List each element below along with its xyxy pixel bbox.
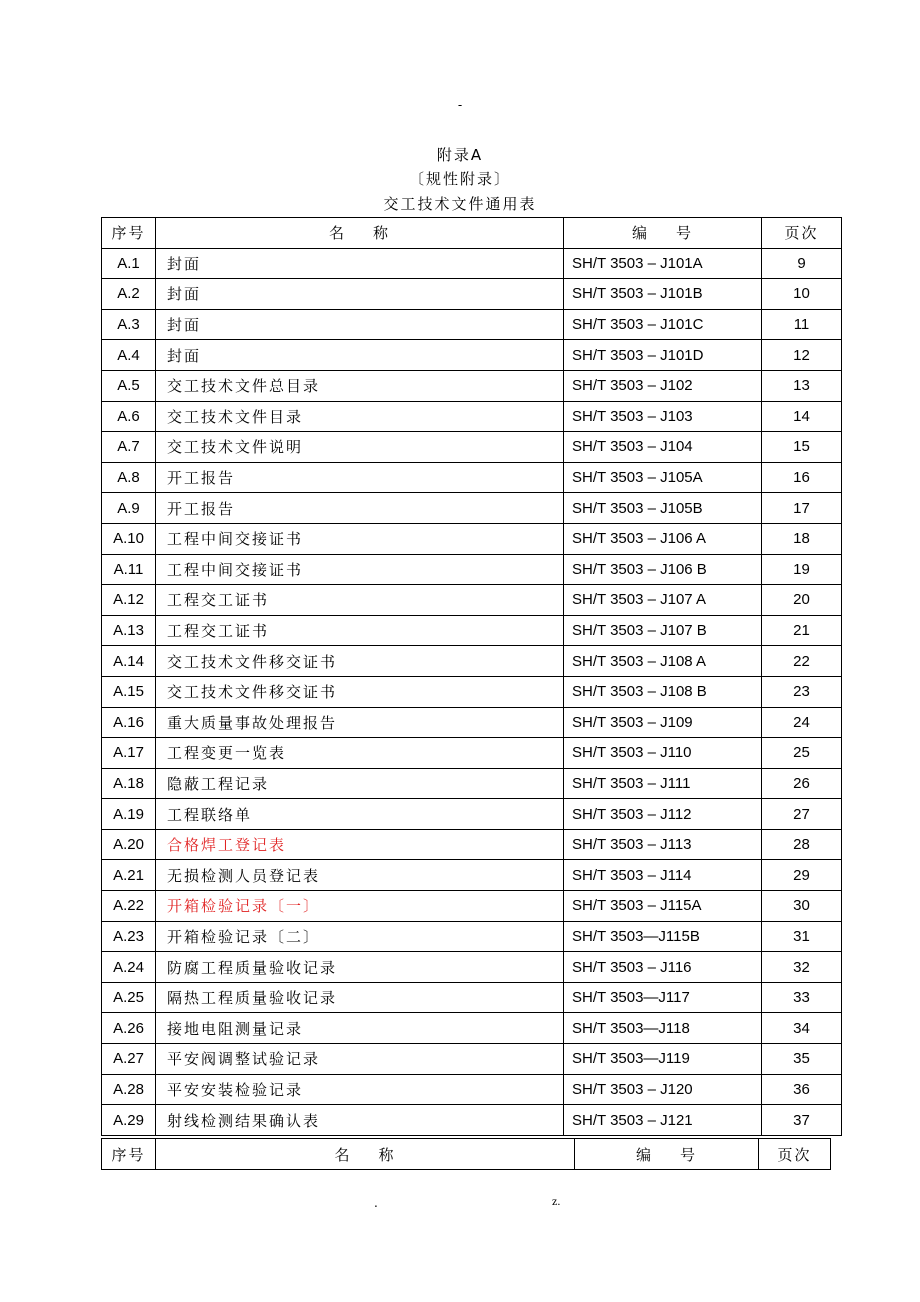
- row-code: SH/T 3503 – J109: [564, 707, 762, 738]
- title-block: [0, 143, 920, 217]
- row-page: 23: [762, 676, 842, 707]
- row-page: 19: [762, 554, 842, 585]
- row-no: A.13: [102, 615, 156, 646]
- table-row: [102, 799, 842, 830]
- row-page: 17: [762, 493, 842, 524]
- repeat-header-code: 编 号: [575, 1139, 759, 1170]
- row-no: A.6: [102, 401, 156, 432]
- row-name: 开箱检验记录〔二〕: [156, 921, 564, 952]
- row-code: SH/T 3503 – J101A: [564, 248, 762, 279]
- row-code: SH/T 3503 – J115A: [564, 891, 762, 922]
- row-code: SH/T 3503 – J106 A: [564, 523, 762, 554]
- row-name: 工程中间交接证书: [156, 554, 564, 585]
- row-page: 13: [762, 370, 842, 401]
- row-no: A.18: [102, 768, 156, 799]
- row-page: 16: [762, 462, 842, 493]
- row-no: A.25: [102, 982, 156, 1013]
- row-name: 隔热工程质量验收记录: [156, 982, 564, 1013]
- appendix-subtitle: 〔规性附录〕: [408, 170, 511, 188]
- footer-left-mark: .: [374, 1196, 378, 1210]
- row-no: A.7: [102, 432, 156, 463]
- row-no: A.9: [102, 493, 156, 524]
- table-row: [102, 401, 842, 432]
- table-row: [102, 1074, 842, 1105]
- repeat-header-no: 序号: [102, 1139, 156, 1170]
- row-name: 交工技术文件移交证书: [156, 676, 564, 707]
- row-no: A.1: [102, 248, 156, 279]
- row-no: A.4: [102, 340, 156, 371]
- row-page: 37: [762, 1105, 842, 1136]
- row-no: A.23: [102, 921, 156, 952]
- table-row: [102, 462, 842, 493]
- table-row: [102, 279, 842, 310]
- row-page: 14: [762, 401, 842, 432]
- header-no: 序号: [102, 218, 156, 249]
- row-page: 30: [762, 891, 842, 922]
- row-code: SH/T 3503—J117: [564, 982, 762, 1013]
- row-no: A.11: [102, 554, 156, 585]
- row-page: 20: [762, 585, 842, 616]
- row-no: A.8: [102, 462, 156, 493]
- table-row: [102, 370, 842, 401]
- table-row: [102, 676, 842, 707]
- table-row: [102, 921, 842, 952]
- row-page: 24: [762, 707, 842, 738]
- row-page: 32: [762, 952, 842, 983]
- table-row: [102, 891, 842, 922]
- row-name: 重大质量事故处理报告: [156, 707, 564, 738]
- repeat-header-name: 名 称: [156, 1139, 575, 1170]
- row-page: 22: [762, 646, 842, 677]
- row-code: SH/T 3503—J119: [564, 1044, 762, 1075]
- row-name: 开工报告: [156, 493, 564, 524]
- row-page: 27: [762, 799, 842, 830]
- table-row: [102, 768, 842, 799]
- row-page: 36: [762, 1074, 842, 1105]
- header-page: 页次: [762, 218, 842, 249]
- table-row: [102, 493, 842, 524]
- row-code: SH/T 3503 – J111: [564, 768, 762, 799]
- row-no: A.17: [102, 738, 156, 769]
- table-row: [102, 646, 842, 677]
- row-code: SH/T 3503 – J114: [564, 860, 762, 891]
- forms-table: [101, 217, 842, 1136]
- table-row: [102, 309, 842, 340]
- row-name: 射线检测结果确认表: [156, 1105, 564, 1136]
- row-no: A.21: [102, 860, 156, 891]
- table-row: [102, 432, 842, 463]
- row-code: SH/T 3503 – J121: [564, 1105, 762, 1136]
- row-page: 31: [762, 921, 842, 952]
- row-no: A.29: [102, 1105, 156, 1136]
- table-row: [102, 738, 842, 769]
- row-code: SH/T 3503 – J102: [564, 370, 762, 401]
- row-name: 平安安装检验记录: [156, 1074, 564, 1105]
- row-name: 工程交工证书: [156, 615, 564, 646]
- row-code: SH/T 3503 – J113: [564, 829, 762, 860]
- row-name: 交工技术文件目录: [156, 401, 564, 432]
- row-code: SH/T 3503 – J110: [564, 738, 762, 769]
- row-code: SH/T 3503 – J101C: [564, 309, 762, 340]
- table-row: [102, 340, 842, 371]
- header-code: 编 号: [564, 218, 762, 249]
- row-code: SH/T 3503—J115B: [564, 921, 762, 952]
- table-row: [102, 982, 842, 1013]
- row-no: A.26: [102, 1013, 156, 1044]
- row-code: SH/T 3503 – J101B: [564, 279, 762, 310]
- row-page: 29: [762, 860, 842, 891]
- table-row: [102, 1105, 842, 1136]
- row-code: SH/T 3503 – J103: [564, 401, 762, 432]
- row-name: 工程联络单: [156, 799, 564, 830]
- row-name: 开工报告: [156, 462, 564, 493]
- row-name: 开箱检验记录〔一〕: [156, 891, 564, 922]
- row-page: 35: [762, 1044, 842, 1075]
- row-no: A.3: [102, 309, 156, 340]
- table-row: [102, 952, 842, 983]
- repeat-header-page: 页次: [759, 1139, 831, 1170]
- table-title: 交工技术文件通用表: [383, 195, 537, 213]
- row-page: 33: [762, 982, 842, 1013]
- row-page: 34: [762, 1013, 842, 1044]
- row-code: SH/T 3503 – J106 B: [564, 554, 762, 585]
- table-row: [102, 585, 842, 616]
- header-name: 名 称: [156, 218, 564, 249]
- appendix-title: 附录A: [436, 146, 484, 164]
- row-name: 接地电阻测量记录: [156, 1013, 564, 1044]
- row-code: SH/T 3503 – J120: [564, 1074, 762, 1105]
- table-row: [102, 1044, 842, 1075]
- row-name: 封面: [156, 279, 564, 310]
- row-page: 26: [762, 768, 842, 799]
- row-code: SH/T 3503 – J107 B: [564, 615, 762, 646]
- row-page: 25: [762, 738, 842, 769]
- row-code: SH/T 3503 – J105A: [564, 462, 762, 493]
- table-header-row: [102, 218, 842, 249]
- table-row: [102, 248, 842, 279]
- row-name: 封面: [156, 248, 564, 279]
- row-name: 交工技术文件总目录: [156, 370, 564, 401]
- row-code: SH/T 3503 – J108 B: [564, 676, 762, 707]
- row-page: 28: [762, 829, 842, 860]
- table-row: [102, 860, 842, 891]
- row-no: A.10: [102, 523, 156, 554]
- row-no: A.5: [102, 370, 156, 401]
- row-code: SH/T 3503 – J112: [564, 799, 762, 830]
- row-code: SH/T 3503 – J108 A: [564, 646, 762, 677]
- row-no: A.15: [102, 676, 156, 707]
- row-no: A.24: [102, 952, 156, 983]
- repeat-header-row: [102, 1139, 831, 1170]
- row-code: SH/T 3503 – J101D: [564, 340, 762, 371]
- row-name: 工程中间交接证书: [156, 523, 564, 554]
- row-page: 10: [762, 279, 842, 310]
- row-no: A.19: [102, 799, 156, 830]
- footer-right-mark: z.: [552, 1194, 561, 1208]
- row-code: SH/T 3503—J118: [564, 1013, 762, 1044]
- row-code: SH/T 3503 – J105B: [564, 493, 762, 524]
- row-name: 交工技术文件说明: [156, 432, 564, 463]
- row-name: 封面: [156, 340, 564, 371]
- row-name: 合格焊工登记表: [156, 829, 564, 860]
- row-name: 交工技术文件移交证书: [156, 646, 564, 677]
- row-name: 封面: [156, 309, 564, 340]
- row-name: 无损检测人员登记表: [156, 860, 564, 891]
- row-page: 21: [762, 615, 842, 646]
- row-name: 平安阀调整试验记录: [156, 1044, 564, 1075]
- row-no: A.12: [102, 585, 156, 616]
- row-no: A.16: [102, 707, 156, 738]
- table-row: [102, 707, 842, 738]
- row-code: SH/T 3503 – J107 A: [564, 585, 762, 616]
- row-code: SH/T 3503 – J116: [564, 952, 762, 983]
- row-no: A.27: [102, 1044, 156, 1075]
- row-name: 工程交工证书: [156, 585, 564, 616]
- row-no: A.28: [102, 1074, 156, 1105]
- table-row: [102, 554, 842, 585]
- page-header-mark: -: [457, 98, 463, 112]
- table-row: [102, 523, 842, 554]
- row-page: 9: [762, 248, 842, 279]
- row-page: 12: [762, 340, 842, 371]
- row-page: 11: [762, 309, 842, 340]
- row-no: A.20: [102, 829, 156, 860]
- repeat-header-table: [101, 1138, 831, 1170]
- row-name: 工程变更一览表: [156, 738, 564, 769]
- table-row: [102, 829, 842, 860]
- row-page: 18: [762, 523, 842, 554]
- row-page: 15: [762, 432, 842, 463]
- row-name: 隐蔽工程记录: [156, 768, 564, 799]
- row-no: A.2: [102, 279, 156, 310]
- row-no: A.14: [102, 646, 156, 677]
- row-code: SH/T 3503 – J104: [564, 432, 762, 463]
- row-name: 防腐工程质量验收记录: [156, 952, 564, 983]
- table-row: [102, 1013, 842, 1044]
- table-row: [102, 615, 842, 646]
- row-no: A.22: [102, 891, 156, 922]
